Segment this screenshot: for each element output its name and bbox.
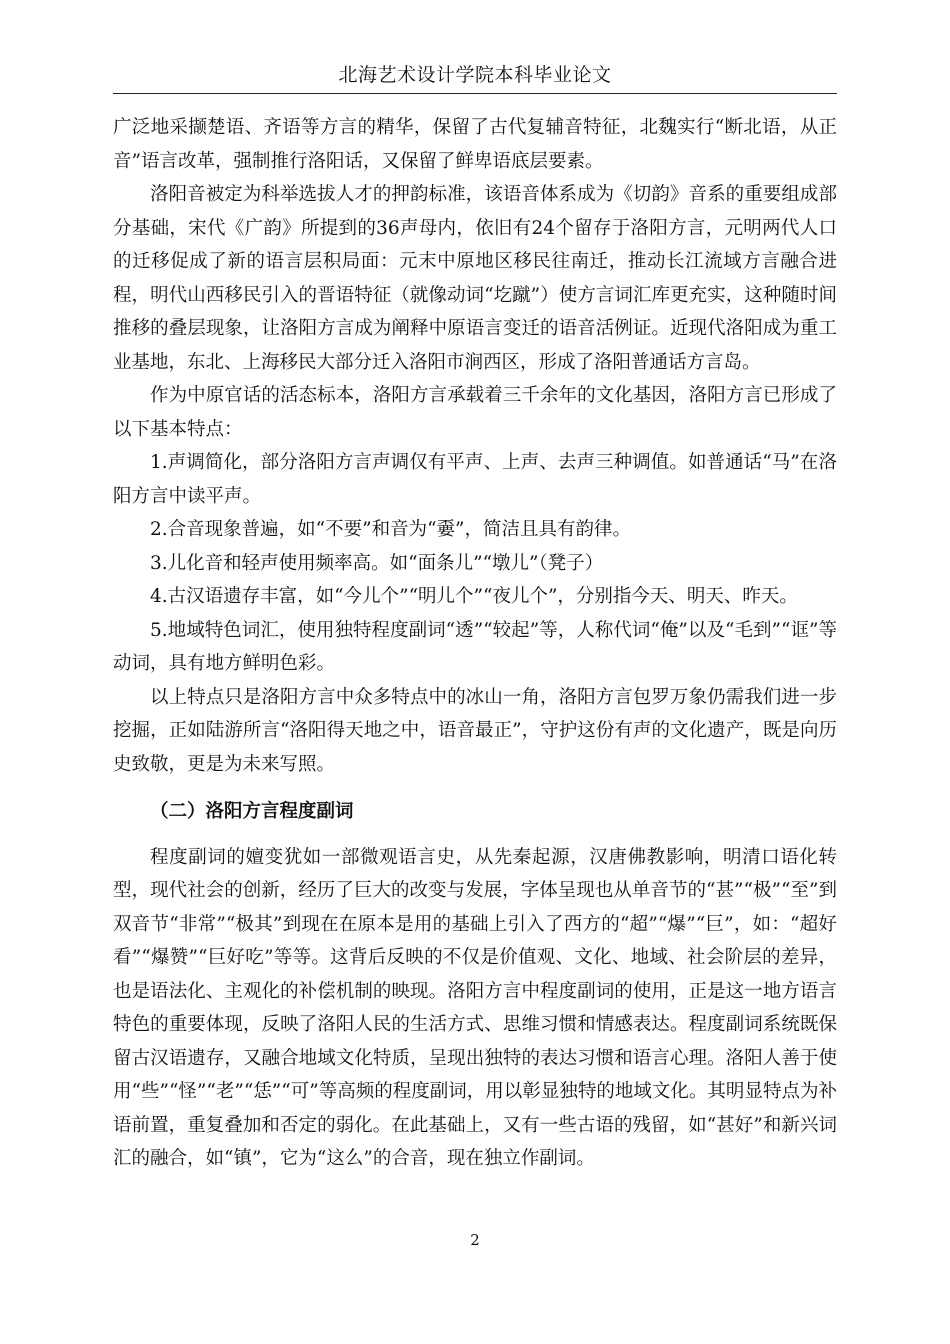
paragraph: 作为中原官话的活态标本，洛阳方言承载着三千余年的文化基因，洛阳方言已形成了以下基本特点： [113, 385, 837, 440]
list-item: 5.地域特色词汇，使用独特程度副词“透”“较起”等，人称代词“俺”以及“毛到”“诓”等动词，具有地方鲜明色彩。 [113, 619, 837, 674]
header-rule [113, 93, 837, 94]
running-header: 北海艺术设计学院本科毕业论文 [338, 64, 612, 86]
paragraph: 以上特点只是洛阳方言中众多特点中的冰山一角，洛阳方言包罗万象仍需我们进一步挖掘，正如陆游所言“洛阳得天地之中，语音最正”，守护这份有声的文化遗产，既是向历史致敬，更是为未来写照。 [113, 686, 837, 775]
list-item: 2.合音现象普遍，如“不要”和音为“嫑”，简洁且具有韵律。 [150, 519, 631, 540]
list-item: 3.儿化音和轻声使用频率高。如“面条儿”“墩儿”（凳子） [150, 552, 604, 574]
section-heading: （二）洛阳方言程度副词 [150, 801, 354, 822]
paragraph: 程度副词的嬗变犹如一部微观语言史，从先秦起源，汉唐佛教影响，明清口语化转型，现代社会的创新，经历了巨大的改变与发展，字体呈现也从单音节的“甚”“极”“至”到双音节“非常”“极其”到现在在原本是用的基础上引入了西方的“超”“爆”“巨”，如：“超好看”“爆赞”“巨好吃”等等。这背后反映的不仅是价值观、文化、地域、社会阶层的差异，也是语法化、主观化的补偿机制的映现。洛阳方言中程度副词的使用，正是这一地方语言特色的重要体现，反映了洛阳人民的生活方式、思维习惯和情感表达。程度副词系统既保留古汉语遗存，又融合地域文化特质，呈现出独特的表达习惯和语言心理。洛阳人善于使用“些”“怪”“老”“恁”“可”等高频的程度副词，用以彰显独特的地域文化。其明显特点为补语前置，重复叠加和否定的弱化。在此基础上，又有一些古语的残留，如“甚好”和新兴词汇的融合，如“镇”，它为“这么”的合音，现在独立作副词。 [113, 846, 837, 1169]
page-number: 2 [470, 1231, 480, 1249]
list-item: 4.古汉语遗存丰富，如“今儿个”“明儿个”“夜儿个”，分别指今天、明天、昨天。 [150, 586, 798, 607]
paragraph: 洛阳音被定为科举选拔人才的押韵标准，该语音体系成为《切韵》音系的重要组成部分基础，宋代《广韵》所提到的36声母内，依旧有24个留存于洛阳方言，元明两代人口的迁移促成了新的语言层积局面：元末中原地区移民往南迁，推动长江流域方言融合进程，明代山西移民引入的晋语特征（就像动词“圪蹴”）使方言词汇库更充实，这种随时间推移的叠层现象，让洛阳方言成为阐释中原语言变迁的语音活例证。近现代洛阳成为重工业基地，东北、上海移民大部分迁入洛阳市涧西区，形成了洛阳普通话方言岛。 [113, 184, 837, 373]
paragraph: 广泛地采撷楚语、齐语等方言的精华，保留了古代复辅音特征，北魏实行“断北语，从正音”语言改革，强制推行洛阳话，又保留了鲜卑语底层要素。 [113, 117, 837, 172]
body-text [113, 111, 837, 1176]
list-item: 1.声调简化，部分洛阳方言声调仅有平声、上声、去声三种调值。如普通话“马”在洛阳方言中读平声。 [113, 452, 837, 507]
